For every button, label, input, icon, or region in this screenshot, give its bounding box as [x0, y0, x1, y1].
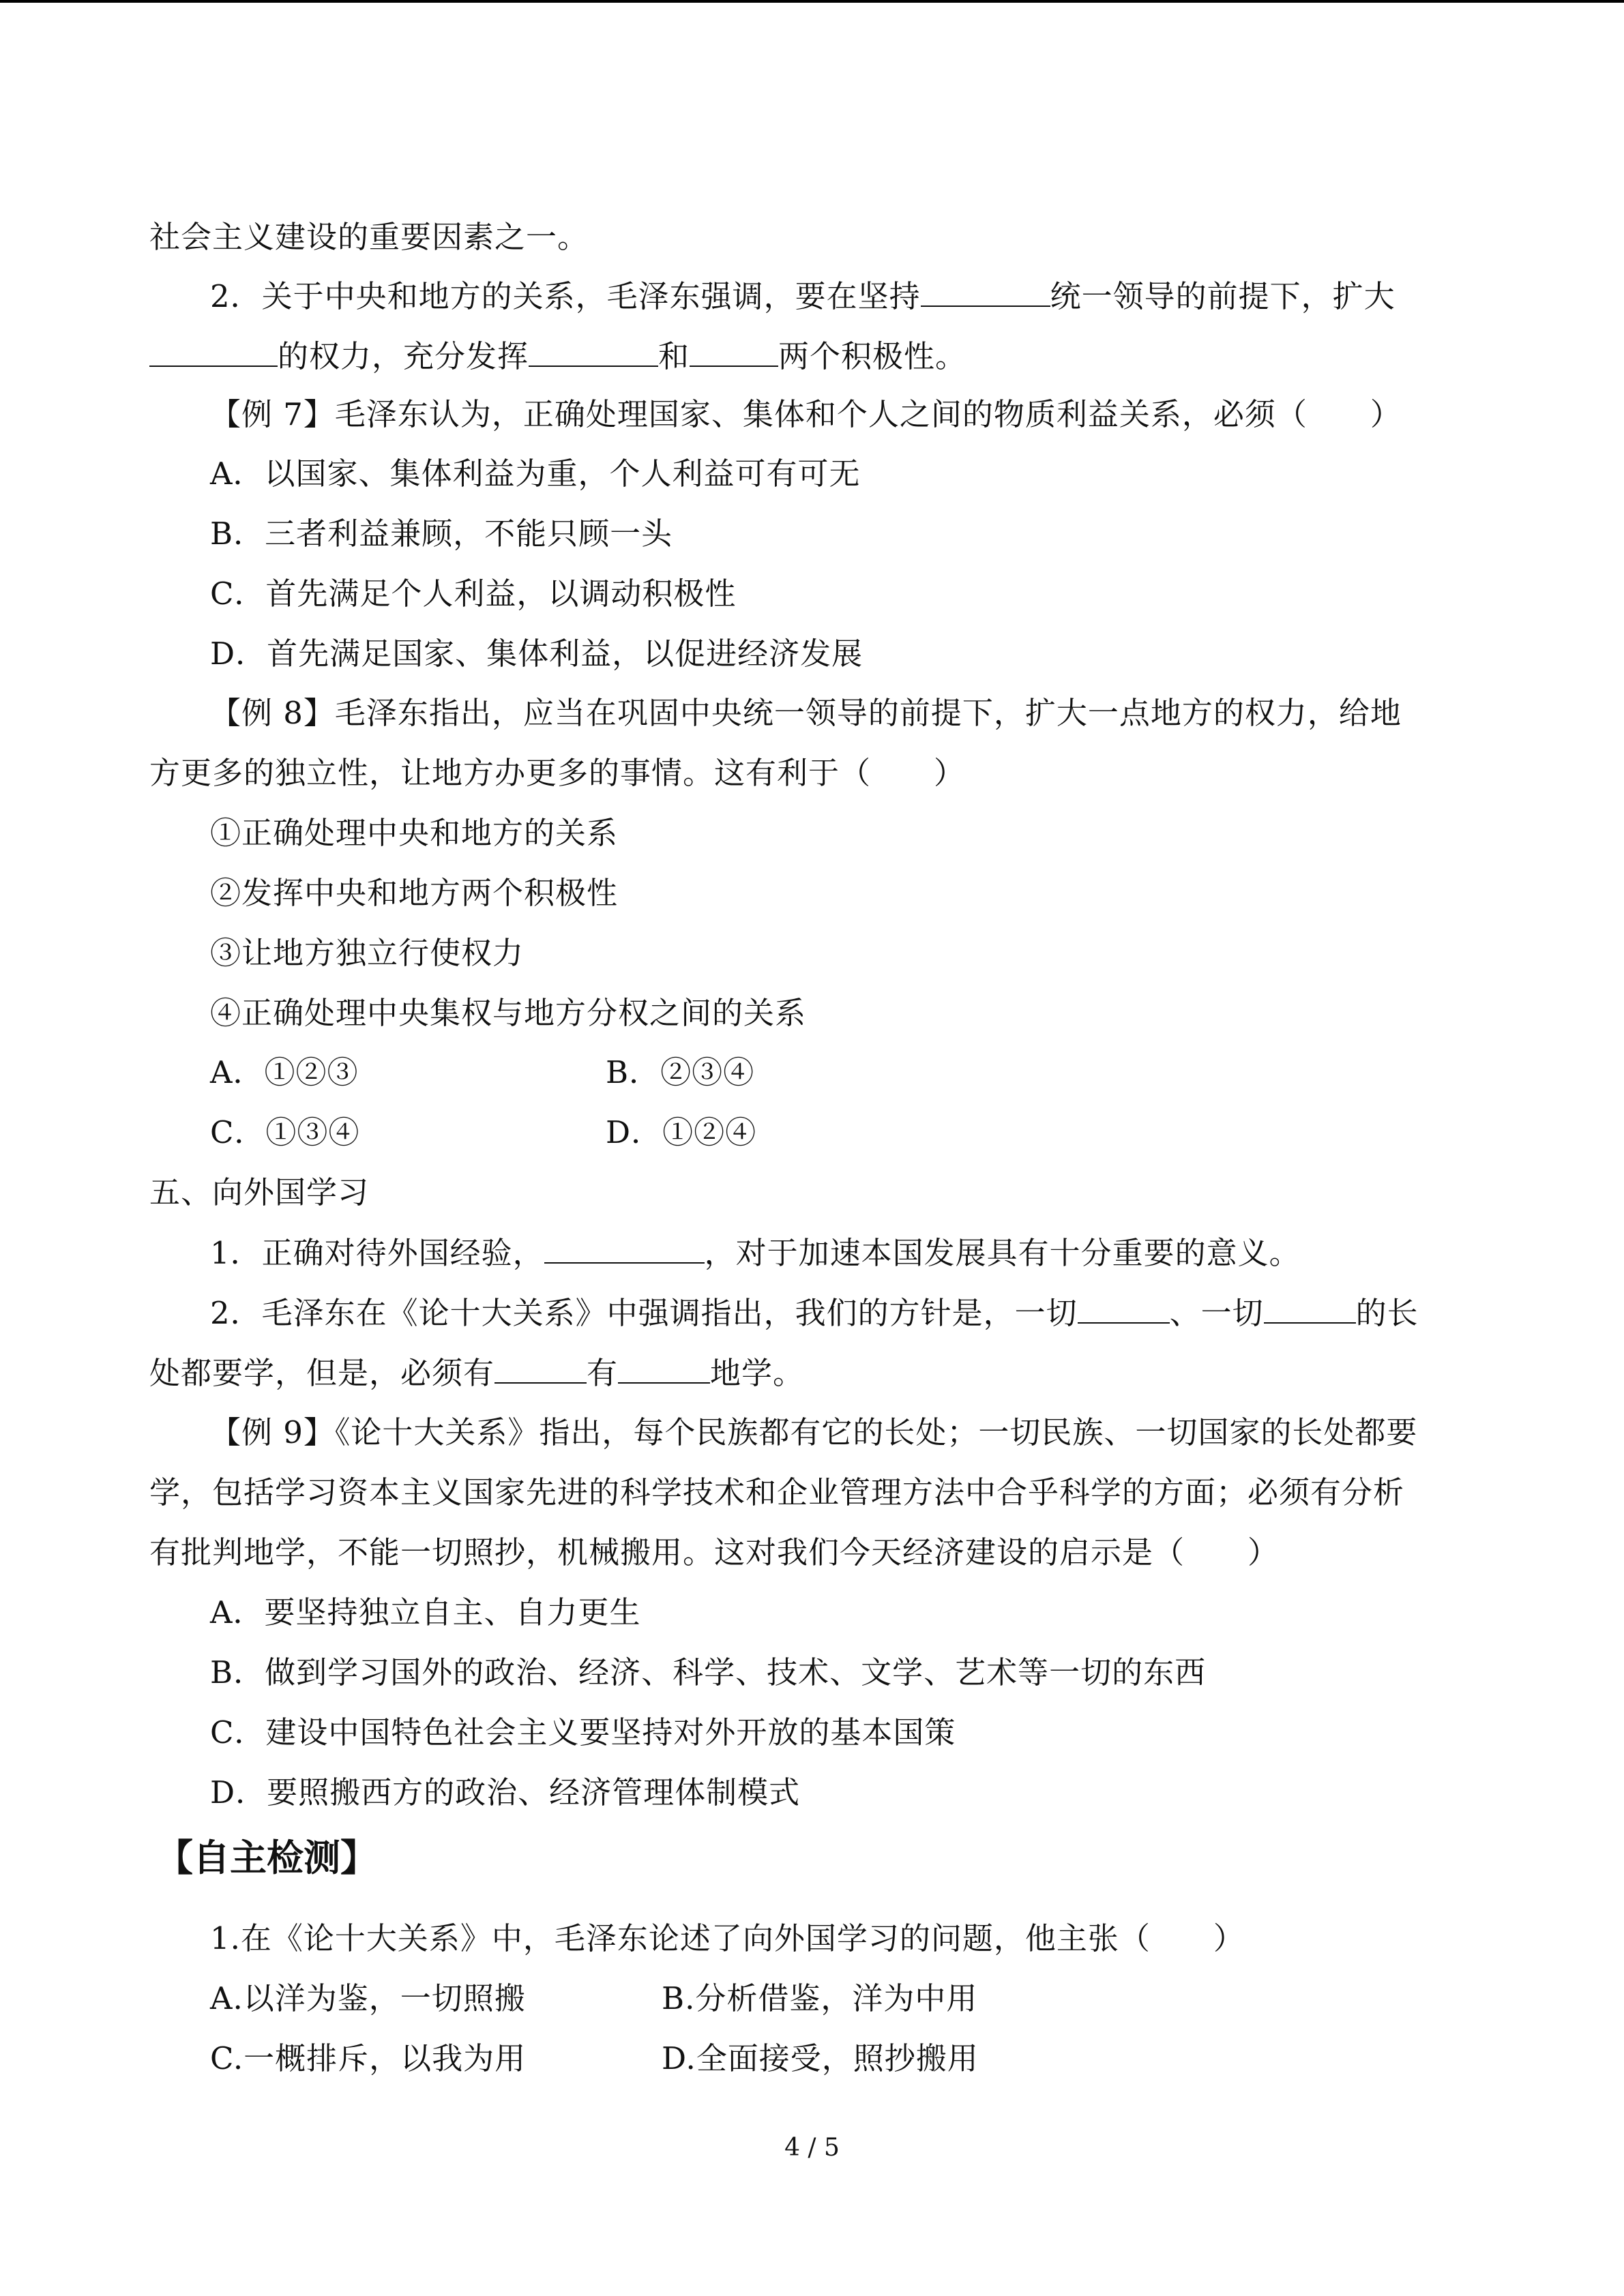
page-number: 4 / 5: [784, 2134, 840, 2162]
text-segment: 、一切: [1169, 1295, 1264, 1331]
text-segment: 有: [587, 1355, 619, 1391]
text-segment: 处都要学，但是，必须有: [149, 1355, 495, 1391]
answer-blank: [544, 1232, 705, 1264]
answer-blank: [921, 275, 1050, 307]
text-segment: 2．关于中央和地方的关系，毛泽东强调，要在坚持: [210, 278, 921, 314]
text-segment: 1．正确对待外国经验，: [210, 1235, 544, 1271]
answer-blank: [618, 1352, 710, 1384]
text-segment: 的长: [1355, 1295, 1419, 1331]
text-line: 社会主义建设的重要因素之一。: [149, 219, 589, 255]
text-line: 学，包括学习资本主义国家先进的科学技术和企业管理方法中合乎科学的方面；必须有分析: [149, 1474, 1405, 1510]
answer-blank: [690, 336, 778, 367]
fill-blank-question: [149, 336, 966, 377]
text-segment: 地学。: [710, 1355, 805, 1391]
test-question: 1.在《论十大关系》中，毛泽东论述了向外国学习的问题，他主张（ ）: [210, 1920, 1245, 1956]
answer-option: C．①③④: [210, 1114, 360, 1150]
answer-option: A．①②③: [210, 1054, 359, 1090]
answer-blank: [1264, 1292, 1356, 1324]
answer-option: C．首先满足个人利益，以调动积极性: [210, 576, 737, 612]
answer-option: D．①②④: [606, 1114, 757, 1150]
answer-option: A.以洋为鉴，一切照搬: [210, 1980, 526, 2016]
text-segment: 的权力，充分发挥: [278, 338, 529, 374]
statement-item: ①正确处理中央和地方的关系: [210, 815, 619, 851]
fill-blank-question: [149, 1352, 804, 1394]
statement-item: ④正确处理中央集权与地方分权之间的关系: [210, 995, 807, 1031]
answer-blank: [494, 1352, 587, 1384]
fill-blank-question: [210, 1232, 1301, 1274]
answer-option: C．建设中国特色社会主义要坚持对外开放的基本国策: [210, 1714, 956, 1750]
example-question: 【例 9】《论十大关系》指出，每个民族都有它的长处；一切民族、一切国家的长处都要: [210, 1414, 1418, 1450]
answer-option: A．以国家、集体利益为重，个人利益可有可无: [210, 456, 861, 492]
statement-item: ③让地方独立行使权力: [210, 935, 525, 971]
text-line: 有批判地学，不能一切照抄，机械搬用。这对我们今天经济建设的启示是（ ）: [149, 1534, 1280, 1570]
text-segment: 和: [658, 338, 690, 374]
section-heading: 【自主检测】: [156, 1836, 377, 1879]
answer-option: B．三者利益兼顾，不能只顾一头: [210, 516, 673, 552]
example-question: 【例 8】毛泽东指出，应当在巩固中央统一领导的前提下，扩大一点地方的权力，给地: [210, 695, 1402, 731]
answer-option: B.分析借鉴，洋为中用: [662, 1980, 978, 2016]
text-segment: ，对于加速本国发展具有十分重要的意义。: [704, 1235, 1301, 1271]
answer-option: D．首先满足国家、集体利益，以促进经济发展: [210, 636, 863, 672]
section-title: 五、向外国学习: [149, 1174, 370, 1210]
text-segment: 2．毛泽东在《论十大关系》中强调指出，我们的方针是，一切: [210, 1295, 1078, 1331]
statement-item: ②发挥中央和地方两个积极性: [210, 875, 619, 911]
text-line: 方更多的独立性，让地方办更多的事情。这有利于（ ）: [149, 755, 966, 791]
example-question: 【例 7】毛泽东认为，正确处理国家、集体和个人之间的物质利益关系，必须（ ）: [210, 396, 1402, 432]
answer-option: C.一概排斥，以我为用: [210, 2040, 527, 2076]
answer-blank: [1078, 1292, 1170, 1324]
answer-option: B．②③④: [606, 1054, 755, 1090]
text-segment: 统一领导的前提下，扩大: [1050, 278, 1396, 314]
answer-blank: [149, 336, 278, 367]
answer-option: D．要照搬西方的政治、经济管理体制模式: [210, 1774, 801, 1810]
text-segment: 两个积极性。: [778, 338, 967, 374]
answer-option: D.全面接受，照抄搬用: [662, 2040, 979, 2076]
fill-blank-question: [210, 1292, 1419, 1334]
answer-option: B．做到学习国外的政治、经济、科学、技术、文学、艺术等一切的东西: [210, 1654, 1207, 1690]
answer-blank: [529, 336, 658, 367]
answer-option: A．要坚持独立自主、自力更生: [210, 1594, 641, 1630]
fill-blank-question: [210, 275, 1396, 317]
